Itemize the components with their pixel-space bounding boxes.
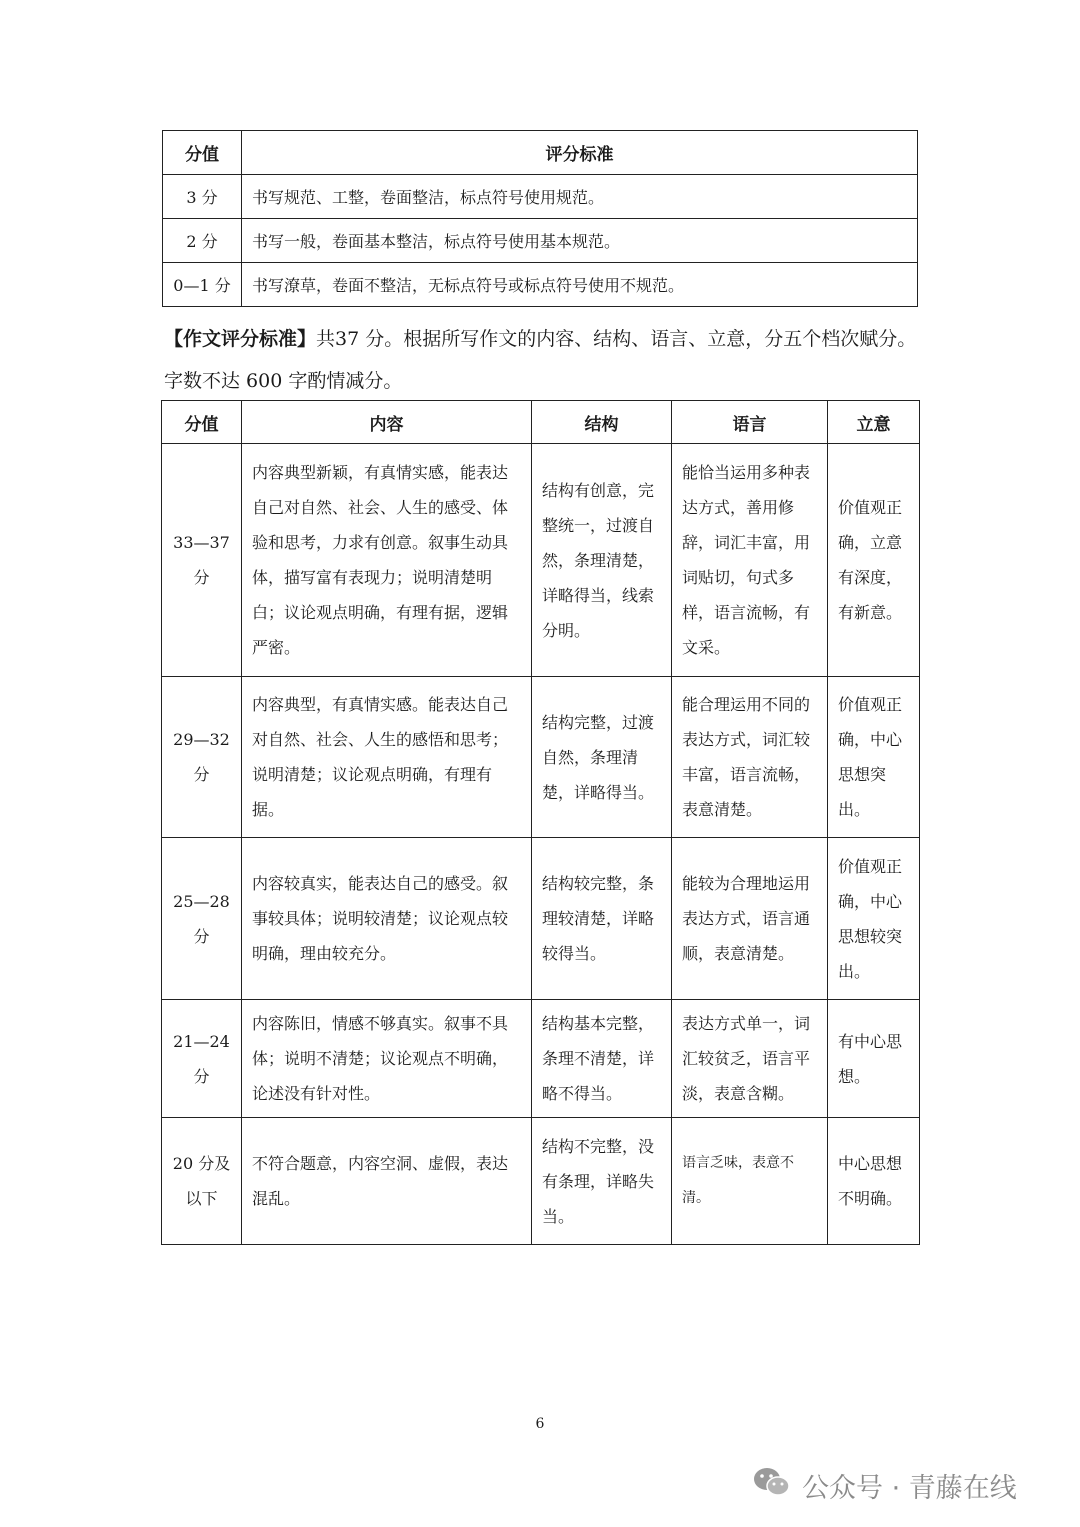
cell-score: 2 分 (163, 219, 242, 263)
cell-score: 3 分 (163, 175, 242, 219)
cell-structure: 结构不完整，没有条理，详略失当。 (532, 1118, 672, 1245)
cell-theme: 中心思想不明确。 (828, 1118, 920, 1245)
cell-content: 不符合题意，内容空洞、虚假，表达混乱。 (242, 1118, 532, 1245)
cell-content: 内容较真实，能表达自己的感受。叙事较具体；说明较清楚；议论观点较明确，理由较充分。 (242, 838, 532, 1000)
header-structure: 结构 (532, 401, 672, 444)
header-language: 语言 (672, 401, 828, 444)
table-header-row (163, 131, 918, 175)
page-number: 6 (535, 1416, 545, 1432)
cell-theme: 价值观正确，中心思想较突出。 (828, 838, 920, 1000)
table-row (162, 677, 920, 838)
cell-criteria: 书写规范、工整，卷面整洁，标点符号使用规范。 (242, 175, 918, 219)
cell-score: 29—32 分 (162, 677, 242, 838)
cell-structure: 结构有创意，完整统一，过渡自然，条理清楚，详略得当，线索分明。 (532, 444, 672, 677)
cell-content: 内容典型新颖，有真情实感，能表达自己对自然、社会、人生的感受、体验和思考，力求有创意。叙事生动具体，描写富有表现力；说明清楚明白；议论观点明确，有理有据，逻辑严密。 (242, 444, 532, 677)
header-score: 分值 (163, 131, 242, 175)
header-criteria: 评分标准 (242, 131, 918, 175)
handwriting-score-table (162, 130, 918, 307)
table-row (163, 219, 918, 263)
cell-structure: 结构较完整，条理较清楚，详略较得当。 (532, 838, 672, 1000)
cell-theme: 价值观正确，中心思想突出。 (828, 677, 920, 838)
cell-theme: 价值观正确，立意有深度，有新意。 (828, 444, 920, 677)
cell-language: 表达方式单一，词汇较贫乏，语言平淡，表意含糊。 (672, 1000, 828, 1118)
header-score: 分值 (162, 401, 242, 444)
wechat-icon (752, 1465, 792, 1506)
header-content: 内容 (242, 401, 532, 444)
table-header-row (162, 401, 920, 444)
cell-content: 内容陈旧，情感不够真实。叙事不具体；说明不清楚；议论观点不明确，论述没有针对性。 (242, 1000, 532, 1118)
cell-structure: 结构基本完整，条理不清楚，详略不得当。 (532, 1000, 672, 1118)
cell-score: 0—1 分 (163, 263, 242, 307)
cell-score: 25—28 分 (162, 838, 242, 1000)
cell-criteria: 书写一般，卷面基本整洁，标点符号使用基本规范。 (242, 219, 918, 263)
cell-score: 33—37 分 (162, 444, 242, 677)
essay-score-table (161, 400, 920, 1245)
header-theme: 立意 (828, 401, 920, 444)
cell-content: 内容典型，有真情实感。能表达自己对自然、社会、人生的感悟和思考；说明清楚；议论观点明确，有理有据。 (242, 677, 532, 838)
table-row (162, 444, 920, 677)
cell-theme: 有中心思想。 (828, 1000, 920, 1118)
cell-language: 能恰当运用多种表达方式，善用修辞，词汇丰富，用词贴切，句式多样，语言流畅，有文采。 (672, 444, 828, 677)
cell-language: 语言乏味，表意不清。 (672, 1118, 828, 1245)
essay-standard-paragraph (164, 318, 924, 402)
cell-language: 能合理运用不同的表达方式，词汇较丰富，语言流畅，表意清楚。 (672, 677, 828, 838)
cell-structure: 结构完整，过渡自然，条理清楚，详略得当。 (532, 677, 672, 838)
watermark-text: 公众号 · 青藤在线 (802, 1472, 1017, 1504)
cell-score: 21—24 分 (162, 1000, 242, 1118)
table-row (162, 1000, 920, 1118)
cell-language: 能较为合理地运用表达方式，语言通顺，表意清楚。 (672, 838, 828, 1000)
cell-score: 20 分及以下 (162, 1118, 242, 1245)
essay-standard-heading: 【作文评分标准】 (164, 328, 317, 350)
table-row (163, 175, 918, 219)
essay-standard-text: 共37 分。根据所写作文的内容、结构、语言、立意，分五个档次赋分。字数不达 600 字酌情减分。 (164, 328, 917, 392)
table-row (162, 838, 920, 1000)
watermark (752, 1465, 1017, 1505)
table-row (162, 1118, 920, 1245)
cell-criteria: 书写潦草，卷面不整洁，无标点符号或标点符号使用不规范。 (242, 263, 918, 307)
table-row (163, 263, 918, 307)
